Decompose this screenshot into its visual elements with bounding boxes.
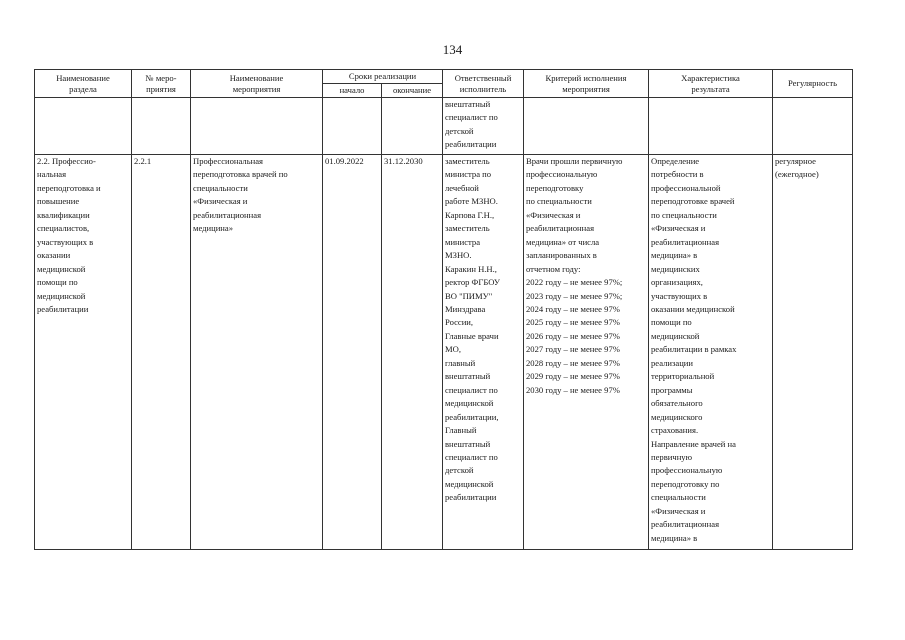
cell-line: 2030 году – не менее 97% xyxy=(526,384,620,395)
cell-line: специалист по xyxy=(445,451,498,462)
cell-line: обязательного xyxy=(651,398,703,409)
cell-line: Каракин Н.Н., xyxy=(445,263,497,274)
cell-line: медицина» от числа xyxy=(526,236,600,247)
cell-line: помощи по xyxy=(37,277,78,288)
header-section: Наименование раздела xyxy=(35,70,132,98)
cell-line: медицина» xyxy=(193,223,234,234)
events-table xyxy=(34,69,853,550)
cell-line: медицина» в xyxy=(651,532,698,543)
cell-line: 2027 году – не менее 97% xyxy=(526,344,620,355)
cell-line: квалификации xyxy=(37,209,90,220)
cell-line: профессиональную xyxy=(651,465,723,476)
cell-line: детской xyxy=(445,125,474,136)
table-row xyxy=(35,155,853,550)
cell-line: ректор ФГБОУ xyxy=(445,277,500,288)
cell-line: (ежегодное) xyxy=(775,169,819,180)
criterion-cell xyxy=(524,155,649,550)
cell-line: реабилитации xyxy=(37,303,89,314)
cell-line: 2024 году – не менее 97% xyxy=(526,303,620,314)
end-cell: 31.12.2030 xyxy=(382,155,443,550)
cell-line: Направление врачей на xyxy=(651,438,736,449)
cell-line: помощи по xyxy=(651,317,692,328)
cell-line: лечебной xyxy=(445,182,479,193)
cell-line: медицинских xyxy=(651,263,700,274)
cell-line: «Физическая и xyxy=(526,209,581,220)
continuation-responsible xyxy=(443,98,524,155)
cell-line: медицинской xyxy=(37,290,86,301)
cell-line: нальная xyxy=(37,169,67,180)
header-num: № меро- приятия xyxy=(132,70,191,98)
regularity-cell xyxy=(773,155,853,550)
cell-line: ВО "ПИМУ" xyxy=(445,290,493,301)
cell-line: специальности xyxy=(193,182,248,193)
cell-line: по специальности xyxy=(651,209,717,220)
cell-line: повышение xyxy=(37,196,80,207)
cell-line: профессиональной xyxy=(651,182,721,193)
cell-line: медицинской xyxy=(445,478,494,489)
cell-line: министра xyxy=(445,236,481,247)
cell-line: «Физическая и xyxy=(651,223,706,234)
cell-line: медицинского xyxy=(651,411,703,422)
header-end: окончание xyxy=(382,84,443,98)
page-number: 134 xyxy=(442,42,463,57)
cell-line: заместитель xyxy=(445,156,490,166)
section-cell xyxy=(35,155,132,550)
header-event: Наименование мероприятия xyxy=(191,70,323,98)
cell-line: медицинской xyxy=(651,330,700,341)
cell-line: по специальности xyxy=(526,196,592,207)
cell-line: реабилитации xyxy=(445,492,497,503)
cell-line: Карпова Г.Н., xyxy=(445,209,495,220)
cell-line: «Физическая и xyxy=(193,196,248,207)
cell-line: регулярное xyxy=(775,156,816,166)
cell-line: программы xyxy=(651,384,693,395)
cell-line: медицинской xyxy=(445,398,494,409)
header-start: начало xyxy=(323,84,382,98)
cell-line: участвующих в xyxy=(651,290,708,301)
cell-line: МО, xyxy=(445,344,461,355)
cell-line: участвующих в xyxy=(37,236,94,247)
cell-line: Главный xyxy=(445,425,477,436)
cell-line: медицина» в xyxy=(651,250,698,261)
num-cell: 2.2.1 xyxy=(132,155,191,550)
cell-line: реабилитации, xyxy=(445,411,499,422)
result-cell xyxy=(649,155,773,550)
cell-line: переподготовку xyxy=(526,182,584,193)
cell-line: 2028 году – не менее 97% xyxy=(526,357,620,368)
cell-line: запланированных в xyxy=(526,250,597,261)
cell-line: переподготовка и xyxy=(37,182,101,193)
cell-line: Главные врачи xyxy=(445,330,499,341)
cell-line: внештатный xyxy=(445,99,491,109)
event-cell xyxy=(191,155,323,550)
cell-line: реабилитационная xyxy=(651,236,720,247)
cell-line: Врачи прошли первичную xyxy=(526,156,623,166)
cell-line: России, xyxy=(445,317,474,328)
cell-line: переподготовку по xyxy=(651,478,720,489)
cell-line: первичную xyxy=(651,451,693,462)
continuation-row xyxy=(35,98,853,155)
cell-line: специалистов, xyxy=(37,223,90,234)
cell-line: переподготовка врачей по xyxy=(193,169,288,180)
cell-line: профессиональную xyxy=(526,169,598,180)
cell-line: Профессиональная xyxy=(193,156,263,166)
cell-line: МЗНО. xyxy=(445,250,472,261)
cell-line: «Физическая и xyxy=(651,505,706,516)
cell-line: Определение xyxy=(651,156,700,166)
cell-line: отчетном году: xyxy=(526,263,581,274)
cell-line: специальности xyxy=(651,492,706,503)
header-regularity: Регулярность xyxy=(773,70,853,98)
responsible-cell xyxy=(443,155,524,550)
cell-line: 2.2. Профессио- xyxy=(37,156,96,166)
cell-line: реализации xyxy=(651,357,693,368)
cell-line: потребности в xyxy=(651,169,704,180)
cell-line: заместитель xyxy=(445,223,490,234)
cell-line: 2025 году – не менее 97% xyxy=(526,317,620,328)
cell-line: организациях, xyxy=(651,277,703,288)
cell-line: внештатный xyxy=(445,438,491,449)
header-criterion: Критерий исполнения мероприятия xyxy=(524,70,649,98)
cell-line: 2029 году – не менее 97% xyxy=(526,371,620,382)
cell-line: реабилитационная xyxy=(193,209,262,220)
cell-line: 2026 году – не менее 97% xyxy=(526,330,620,341)
cell-line: 2022 году – не менее 97%; xyxy=(526,277,623,288)
cell-line: министра по xyxy=(445,169,492,180)
cell-line: реабилитационная xyxy=(526,223,595,234)
cell-line: внештатный xyxy=(445,371,491,382)
cell-line: оказании медицинской xyxy=(651,303,735,314)
cell-line: страхования. xyxy=(651,425,699,436)
cell-line: специалист по xyxy=(445,112,498,123)
start-cell: 01.09.2022 xyxy=(323,155,382,550)
cell-line: 2023 году – не менее 97%; xyxy=(526,290,623,301)
cell-line: территориальной xyxy=(651,371,715,382)
header-result: Характеристика результата xyxy=(649,70,773,98)
cell-line: реабилитационная xyxy=(651,519,720,530)
header-timing: Сроки реализации xyxy=(323,70,443,84)
cell-line: специалист по xyxy=(445,384,498,395)
cell-line: детской xyxy=(445,465,474,476)
cell-line: работе МЗНО. xyxy=(445,196,498,207)
cell-line: реабилитации xyxy=(445,139,497,150)
cell-line: Минздрава xyxy=(445,303,486,314)
cell-line: медицинской xyxy=(37,263,86,274)
cell-line: переподготовке врачей xyxy=(651,196,735,207)
cell-line: реабилитации в рамках xyxy=(651,344,737,355)
cell-line: оказании xyxy=(37,250,71,261)
header-responsible: Ответственный исполнитель xyxy=(443,70,524,98)
cell-line: главный xyxy=(445,357,476,368)
